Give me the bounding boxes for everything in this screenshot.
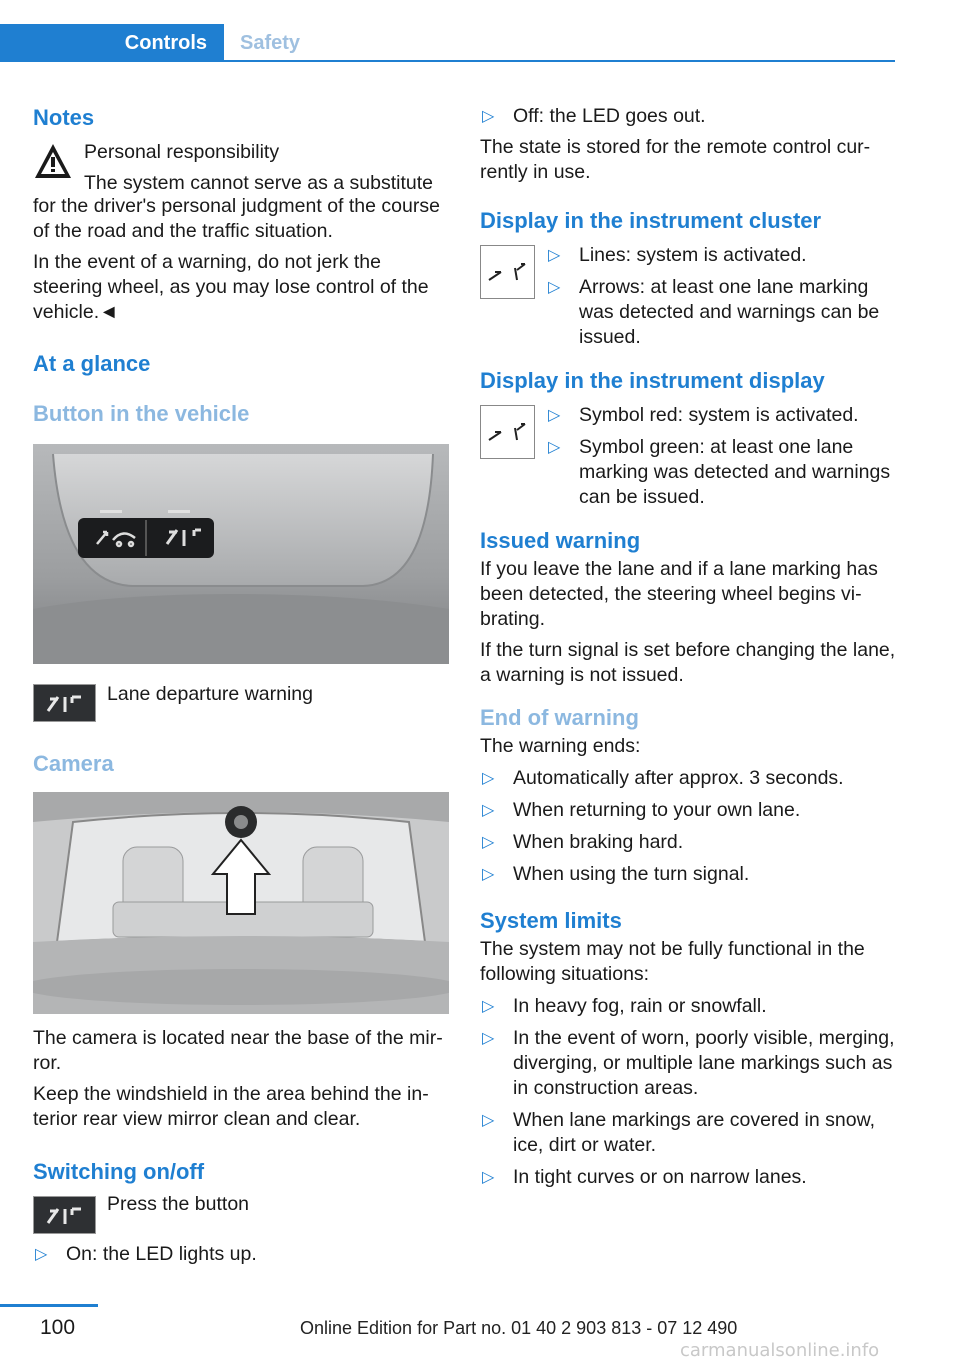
list-item: ▷ Lines: system is activated.	[548, 244, 807, 266]
list-item: ▷ When braking hard.	[482, 831, 684, 853]
lane-departure-icon	[33, 684, 96, 722]
lane-lines-icon	[480, 245, 535, 299]
at-a-glance-heading: At a glance	[33, 351, 151, 376]
limits-intro: The system may not be fully functional in the following situations:	[480, 938, 865, 985]
bullet-icon: ▷	[548, 407, 561, 424]
switching-heading: Switching on/off	[33, 1159, 205, 1184]
lane-departure-row	[33, 680, 449, 726]
page-number: 100	[40, 1316, 76, 1339]
camera-p2: Keep the windshield in the area behind the in‐terior rear view mirror clean and clear.	[33, 1083, 429, 1130]
lane-lines-icon	[480, 405, 535, 459]
camera-photo	[33, 792, 449, 1014]
off-item: Off: the LED goes out.	[513, 105, 706, 127]
end-heading: End of warning	[480, 705, 639, 730]
on-item: On: the LED lights up.	[66, 1243, 257, 1265]
list-item: ▷ In the event of worn, poorly visible, merging, diverging, or multiple lane markings such as in construction areas.	[482, 1027, 895, 1099]
list-item	[33, 1242, 449, 1267]
warning-title: Personal responsibility	[84, 141, 280, 163]
list-item: ▷ In heavy fog, rain or snowfall.	[482, 995, 767, 1017]
list-item: ▷ When lane markings are covered in snow, ice, dirt or water.	[482, 1109, 876, 1156]
right-column	[480, 100, 900, 1190]
bullet-icon: ▷	[482, 1030, 495, 1047]
list-item: ▷ Symbol red: system is activated.	[548, 404, 859, 426]
issued-p2: If the turn signal is set before changing the lane, a warning is not issued.	[480, 639, 896, 686]
list-item: ▷ Automatically after approx. 3 seconds.	[482, 767, 844, 789]
cluster-block	[480, 243, 900, 355]
lane-departure-label: Lane departure warning	[107, 683, 313, 705]
list-item: ▷ When using the turn signal.	[482, 863, 750, 885]
issued-p1: If you leave the lane and if a lane marking has been detected, the steering wheel begins vi‐brating.	[480, 558, 878, 630]
camera-heading: Camera	[33, 751, 114, 776]
bullet-icon: ▷	[482, 770, 495, 787]
stored-paragraph: The state is stored for the remote control cur‐rently in use.	[480, 136, 871, 183]
warning-line1: The system cannot serve as a substitute	[84, 172, 434, 194]
bullet-icon: ▷	[482, 834, 495, 851]
display-heading: Display in the instrument display	[480, 368, 825, 393]
bullet-icon: ▷	[482, 108, 495, 125]
watermark: carmanualsonline.info	[680, 1340, 880, 1361]
limits-heading: System limits	[480, 908, 622, 933]
list-item	[480, 104, 900, 129]
display-block	[480, 403, 900, 515]
notes-heading: Notes	[33, 105, 95, 130]
button-heading: Button in the vehicle	[33, 401, 250, 426]
left-column	[33, 100, 449, 1267]
end-intro: The warning ends:	[480, 735, 641, 757]
warning-block	[33, 138, 449, 194]
bullet-icon: ▷	[482, 802, 495, 819]
press-button-row	[33, 1192, 449, 1238]
bullet-icon: ▷	[548, 279, 561, 296]
issued-heading: Issued warning	[480, 528, 641, 553]
camera-p1: The camera is located near the base of the mir‐ror.	[33, 1027, 443, 1074]
bullet-icon: ▷	[482, 866, 495, 883]
list-item: ▷ When returning to your own lane.	[482, 799, 801, 821]
bullet-icon: ▷	[482, 1169, 495, 1186]
cluster-heading: Display in the instrument cluster	[480, 208, 822, 233]
warning-line2: for the driver's personal judgment of the course of the road and the traffic situation.	[33, 195, 440, 242]
press-button-label: Press the button	[107, 1193, 250, 1215]
bullet-icon: ▷	[482, 1112, 495, 1129]
list-item: ▷ In tight curves or on narrow lanes.	[482, 1166, 807, 1188]
chapter-tabs	[0, 24, 895, 62]
bullet-icon: ▷	[482, 998, 495, 1015]
lane-departure-icon	[33, 1196, 96, 1234]
list-item: ▷ Symbol green: at least one lane marking was detected and warnings can be issued.	[548, 436, 891, 508]
list-item: ▷ Arrows: at least one lane marking was detected and warnings can be issued.	[548, 276, 880, 348]
bullet-icon: ▷	[548, 439, 561, 456]
button-photo	[33, 444, 449, 664]
tab-safety[interactable]: Safety	[240, 32, 301, 54]
footer-rule	[0, 1304, 98, 1307]
tab-controls[interactable]: Controls	[0, 24, 224, 62]
warning-p2: In the event of a warning, do not jerk the steering wheel, as you may lose control of the vehicle.◄	[33, 251, 429, 323]
bullet-icon: ▷	[35, 1246, 48, 1263]
warning-triangle-icon	[33, 142, 73, 182]
edition-text: Online Edition for Part no. 01 40 2 903 813 - 07 12 490	[300, 1318, 738, 1338]
bullet-icon: ▷	[548, 247, 561, 264]
